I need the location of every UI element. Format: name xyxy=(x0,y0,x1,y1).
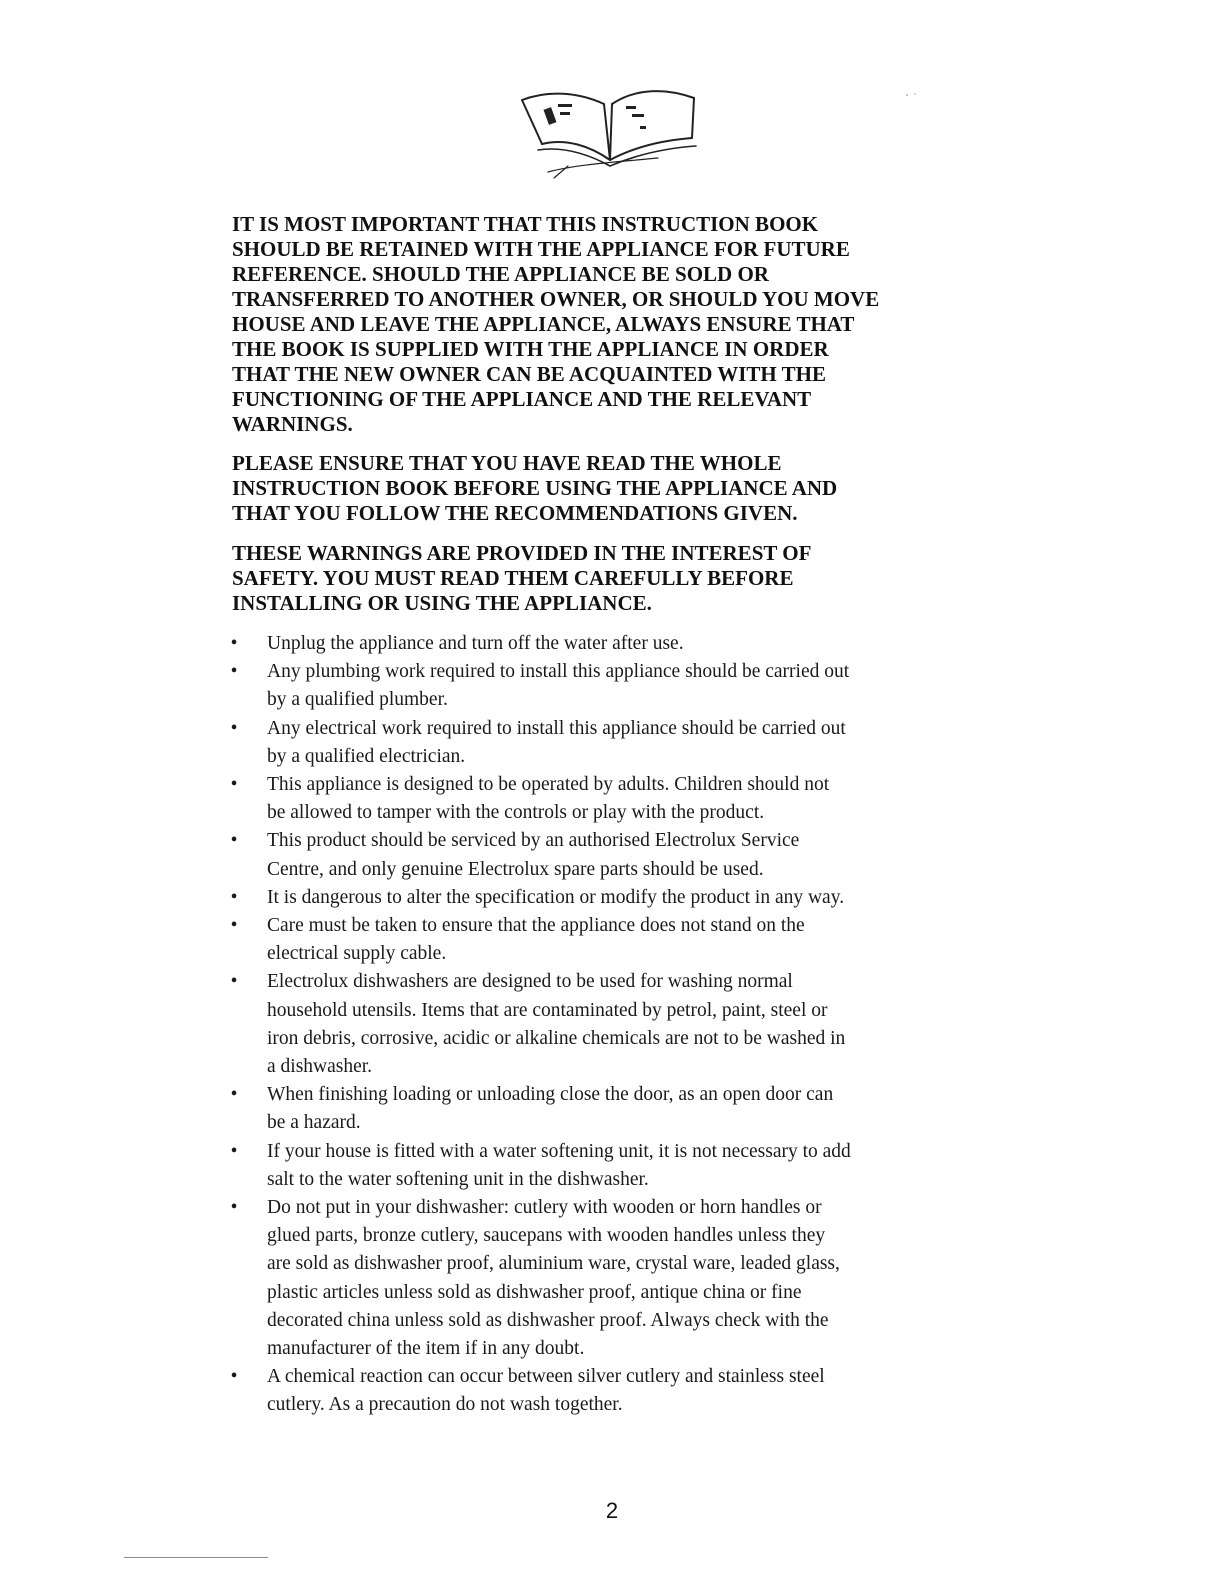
warning-text: Any plumbing work required to install this appliance should be carried out by a qualified plumber. xyxy=(267,661,850,711)
bullet-icon: • xyxy=(230,886,238,908)
warning-item xyxy=(228,658,988,714)
retain-book-notice: IT IS MOST IMPORTANT THAT THIS INSTRUCTION BOOK SHOULD BE RETAINED WITH THE APPLIANCE FOR FUTURE REFERENCE. SHOULD THE APPLIANCE BE SOLD OR TRANSFERRED TO ANOTHER OWNER, OR SHOULD YOU MOVE HOUSE AND LEAVE THE APPLIANCE, ALWAYS ENSURE THAT THE BOOK IS SUPPLIED WITH THE APPLIANCE IN ORDER THAT THE NEW OWNER CAN BE ACQUAINTED WITH THE FUNCTIONING OF THE APPLIANCE AND THE RELEVANT WARNINGS. xyxy=(232,212,880,436)
warning-text: Care must be taken to ensure that the appliance does not stand on the electrical supply cable. xyxy=(267,915,805,965)
warning-item xyxy=(228,827,988,883)
warning-text: This appliance is designed to be operated by adults. Children should not be allowed to tamper with the controls or play with the product. xyxy=(267,774,830,824)
safety-warnings-list xyxy=(228,630,988,1420)
warning-item xyxy=(228,1194,988,1363)
warning-text: Do not put in your dishwasher: cutlery with wooden or horn handles or glued parts, bronze cutlery, saucepans with wooden handles unless they are sold as dishwasher proof, aluminium ware, crystal ware, leaded glass, plastic articles unless sold as dishwasher proof, antique china or fine decorated china unless sold as dishwasher proof. Always check with the manufacturer of the item if in any doubt. xyxy=(267,1197,840,1360)
bullet-icon: • xyxy=(230,971,238,993)
warning-text: When finishing loading or unloading close the door, as an open door can be a hazard. xyxy=(267,1084,834,1134)
warning-text: If your house is fitted with a water softening unit, it is not necessary to add salt to the water softening unit in the dishwasher. xyxy=(267,1140,851,1190)
warning-text: This product should be serviced by an authorised Electrolux Service Centre, and only genuine Electrolux spare parts should be used. xyxy=(267,830,800,880)
open-book-icon xyxy=(508,74,708,186)
bullet-icon: • xyxy=(230,774,238,796)
warning-text: Any electrical work required to install this appliance should be carried out by a qualified electrician. xyxy=(267,717,846,767)
warning-item xyxy=(228,715,988,771)
warning-item xyxy=(228,912,988,968)
warning-item xyxy=(228,630,988,658)
scan-speck-icon xyxy=(905,92,919,98)
bullet-icon: • xyxy=(230,661,238,683)
bullet-icon: • xyxy=(230,633,238,654)
bullet-icon: • xyxy=(230,1197,238,1219)
warning-item xyxy=(228,1363,988,1419)
bullet-icon: • xyxy=(230,717,238,739)
warning-text: It is dangerous to alter the specification or modify the product in any way. xyxy=(267,886,845,908)
warning-text: Unplug the appliance and turn off the water after use. xyxy=(267,633,684,654)
page-number: 2 xyxy=(605,1498,619,1523)
warning-item xyxy=(228,771,988,827)
warning-text: Electrolux dishwashers are designed to be used for washing normal household utensils. Items that are contaminated by petrol, paint, steel or iron debris, corrosive, acidic or alkaline chemicals are not to be washed in a dishwasher. xyxy=(267,971,846,1078)
warning-item xyxy=(228,968,988,1081)
footer-rule xyxy=(124,1557,268,1558)
warning-item xyxy=(228,884,988,912)
warning-text: A chemical reaction can occur between silver cutlery and stainless steel cutlery. As a precaution do not wash together. xyxy=(267,1366,825,1416)
warning-item xyxy=(228,1081,988,1137)
bullet-icon: • xyxy=(230,1140,238,1162)
bullet-icon: • xyxy=(230,830,238,852)
safety-warnings-notice: THESE WARNINGS ARE PROVIDED IN THE INTEREST OF SAFETY. YOU MUST READ THEM CAREFULLY BEFORE INSTALLING OR USING THE APPLIANCE. xyxy=(232,541,812,615)
bullet-icon: • xyxy=(230,1366,238,1388)
bullet-icon: • xyxy=(230,1084,238,1106)
read-book-notice: PLEASE ENSURE THAT YOU HAVE READ THE WHOLE INSTRUCTION BOOK BEFORE USING THE APPLIANCE AND THAT YOU FOLLOW THE RECOMMENDATIONS GIVEN. xyxy=(232,451,838,525)
warning-item xyxy=(228,1138,988,1194)
bullet-icon: • xyxy=(230,915,238,937)
